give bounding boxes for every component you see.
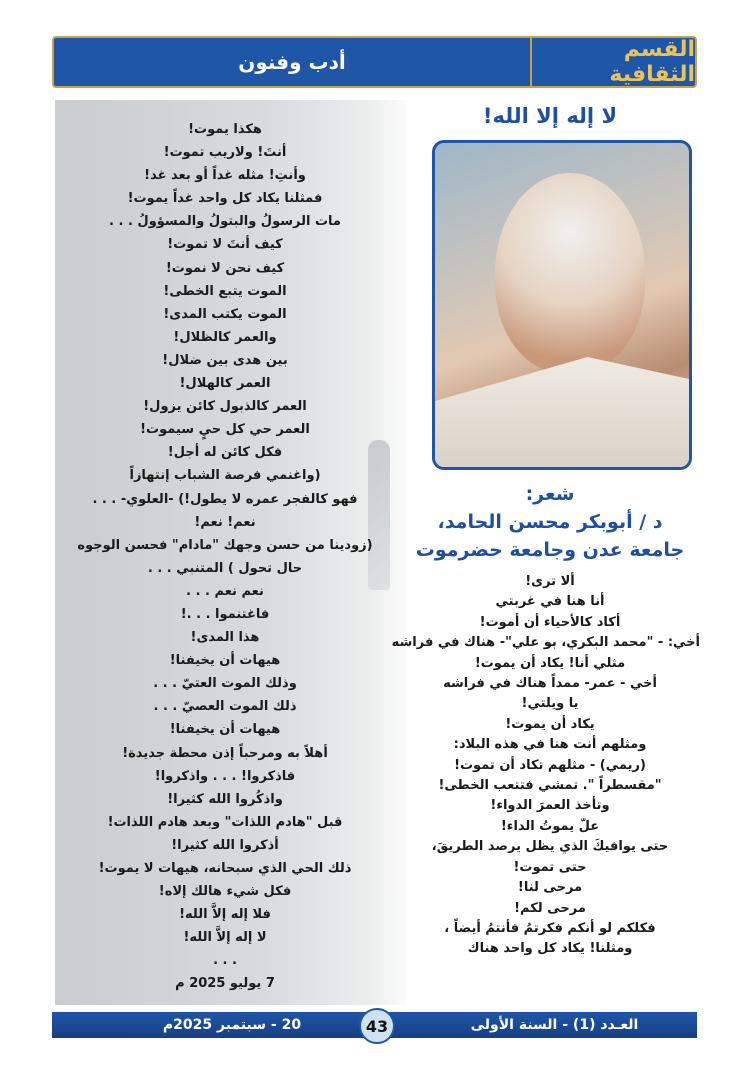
issue-label: العـدد (1) - السنة الأولى	[470, 1017, 639, 1033]
poem-right-column	[391, 572, 700, 960]
poem-line: فاذكروا! . . . واذكروا!	[154, 768, 296, 784]
poem-line: العمر حي كل حيٍ سيموت!	[140, 422, 310, 438]
author-name: د / أبوبكر محسن الحامد،	[437, 511, 663, 533]
poem-line: هذا المدى!	[190, 630, 260, 646]
author-label: شعر:	[525, 483, 575, 505]
poem-line: أكاد كالأحياء أن أموت!	[479, 614, 621, 630]
poem-line: مرحى لكم!	[514, 900, 586, 916]
poem-line: نعم! نعم!	[194, 514, 256, 530]
poem-line: ألا ترى!	[525, 574, 575, 589]
poem-line: واذكُروا الله كثيرا!	[167, 791, 283, 807]
poem-line: فلا إله إلاَّ الله!	[179, 907, 271, 923]
author-block	[405, 480, 695, 564]
poem-line: بين هدى بين ضلال!	[162, 352, 288, 368]
poem-line: وذلك الموت العتيّ . . .	[153, 676, 297, 692]
author-affiliation: جامعة عدن وجامعة حضرموت	[415, 539, 685, 561]
poem-line: فكل كائن له أجل!	[167, 445, 283, 461]
poem-line: فكلكم لو أنكم فكرتمُ فأنتمُ أيضاً ،	[444, 920, 656, 936]
poem-line: فمثلنا يكاد كل واحد غداً يموت!	[127, 191, 323, 207]
poem-line: 7 يوليو 2025 م	[175, 976, 275, 992]
poem-line: . . .	[213, 953, 237, 969]
poem-line: أخي: - "محمد البكري، بو علي"- هناك في فراشه	[391, 635, 700, 651]
poem-line: وأنتِ! مثله غداً أو بعد غد!	[144, 168, 306, 184]
poem-line: حتى يوافيكَ الذي يظل يرصد الطريقَ،	[431, 839, 669, 855]
article-title: لا إله إلا الله!	[482, 104, 618, 128]
section-title: أدب وفنون	[238, 50, 346, 74]
poem-line: قبل "هادم اللذات" وبعد هادم اللذات!	[107, 814, 343, 830]
poem-line: أنا هنا في غربتي	[495, 594, 605, 610]
poem-line: نعم نعم . . .	[186, 583, 264, 599]
poem-line: فاغتنموا . . .!	[180, 606, 270, 622]
author-head-image	[495, 173, 645, 373]
poem-line: ذلك الموت العصيّ . . .	[153, 699, 297, 715]
poem-line: أهلاً به ومرحباً إذن محطة جديدة!	[122, 745, 328, 761]
poem-line: فكل شيء هالك إلاه!	[158, 884, 292, 900]
poem-line: فهو كالفجر عمره لا يطول!) -العلوي- . . .	[92, 491, 358, 507]
poem-line: ومثلنا! يكاد كل واحد هناك	[467, 941, 633, 957]
poem-line: ذلك الحي الذي سبحانه، هيهات لا يموت!	[98, 861, 352, 876]
poem-line: هكذا يموت!	[188, 122, 262, 137]
poem-line: هيهات أن يخيفنا!	[169, 653, 281, 669]
poem-left-column	[60, 118, 390, 996]
poem-line: علّ يموتُ الداء!	[500, 818, 600, 834]
poem-line: يكاد أن يموت!	[505, 716, 595, 732]
poem-line: (زودينا من حسن وجهك "مادام" فحسن الوجوه	[77, 537, 373, 553]
author-shirt-image	[435, 357, 689, 467]
poem-line: العمر كالهلال!	[179, 376, 271, 392]
poem-line: يا ويلتي!	[521, 696, 579, 712]
poem-line: أخي - عمر- ممداً هناك في فراشه	[443, 676, 657, 692]
poem-line: والعمر كالظلال!	[173, 329, 277, 345]
poem-line: حتى تموت!	[513, 859, 587, 875]
issue-date: 20 - سبتمبر 2025م	[162, 1017, 302, 1033]
poem-line: "مقسطراً ". تمشي فتتعب الخطى!	[438, 778, 662, 794]
poem-line: ومثلهم أنت هنا في هذه البلاد:	[453, 737, 647, 753]
poem-line: كيف نحن لا نموت!	[165, 260, 285, 276]
poem-line: وتأخذ العمرَ الدواء!	[490, 798, 610, 814]
poem-line: مرحى لنا!	[517, 880, 583, 896]
poem-line: (ريمي) - مثلهم تكاد أن تموت!	[454, 757, 646, 773]
poem-line: العمر كالذبول كائن يزول!	[143, 399, 307, 415]
poem-line: أذكروا الله كثيرا!	[171, 837, 279, 853]
page-header	[52, 36, 697, 88]
poem-line: مات الرسولُ والبتولُ والمسؤولُ . . .	[109, 214, 341, 230]
page-number: 43	[359, 1008, 395, 1044]
poem-line: (واغنمي فرصة الشباب إنتهازاً	[129, 468, 321, 484]
poem-line: لا إله إلاَّ الله!	[183, 930, 267, 946]
poem-line: أنتَ! ولاريب تموت!	[163, 145, 287, 161]
poem-line: مثلي أنا! يكاد أن يموت!	[474, 655, 626, 671]
poem-line: الموت يتبع الخطى!	[163, 283, 287, 299]
author-photo	[432, 140, 692, 470]
poem-line: كيف أنتَ لا تموت!	[167, 237, 283, 253]
poem-line: حال تحول ) المتنبي . . .	[147, 560, 303, 576]
brand-logo: القسم الثقافية	[530, 38, 695, 86]
poem-line: الموت يكتب المدى!	[163, 306, 287, 322]
poem-line: هيهات أن يخيفنا!	[169, 722, 281, 738]
